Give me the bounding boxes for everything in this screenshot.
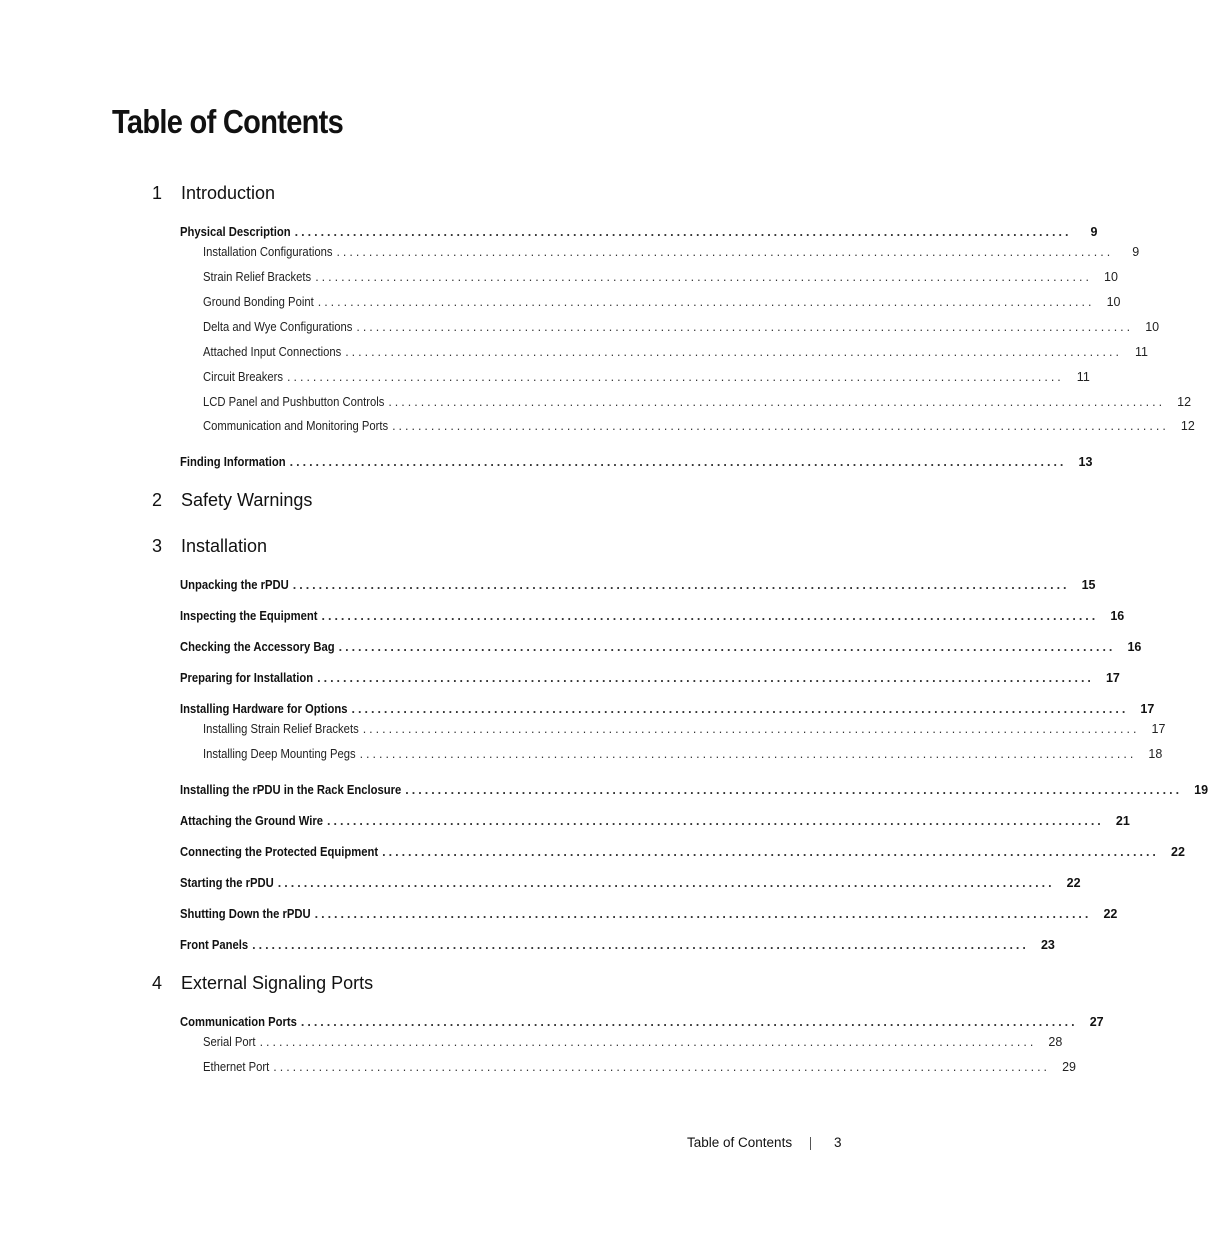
toc-entry[interactable] <box>180 577 1096 593</box>
toc-subentry[interactable] <box>203 1059 1077 1075</box>
toc-entry-label: Communication and Monitoring Ports <box>203 419 389 433</box>
toc-page-number: 15 <box>1081 578 1096 592</box>
toc-entry-label: Attached Input Connections <box>203 345 342 359</box>
toc-page-number: 9 <box>1090 225 1098 239</box>
dot-leader: ........................................................................................................................ <box>317 671 1094 685</box>
toc-subentry[interactable] <box>203 721 1166 737</box>
toc-subentry[interactable] <box>203 418 1195 434</box>
dot-leader: ........................................................................................................................ <box>388 395 1166 409</box>
dot-leader: ........................................................................................................................ <box>317 295 1095 309</box>
toc-page-number: 12 <box>1177 395 1192 409</box>
toc-entry-label: Circuit Breakers <box>203 370 284 384</box>
toc-entry[interactable] <box>180 639 1142 655</box>
toc-page-number: 10 <box>1145 320 1160 334</box>
toc-page-number: 17 <box>1140 702 1155 716</box>
chapter-number: 1 <box>152 183 163 203</box>
toc-page-number: 23 <box>1040 938 1055 952</box>
toc-subentry[interactable] <box>203 394 1192 410</box>
toc-entry[interactable] <box>180 844 1185 860</box>
toc-subentry[interactable] <box>203 369 1090 385</box>
toc-entry-label: Front Panels <box>180 938 249 952</box>
toc-entry[interactable] <box>180 813 1130 829</box>
toc-subentry[interactable] <box>203 344 1148 360</box>
toc-page-number: 17 <box>1105 671 1120 685</box>
toc-page-number: 29 <box>1062 1060 1077 1074</box>
page-footer <box>600 1135 845 1153</box>
toc-entry-label: Finding Information <box>180 455 286 469</box>
toc-subentry[interactable] <box>203 244 1140 260</box>
toc-entry[interactable] <box>180 224 1098 240</box>
toc-page-number: 19 <box>1194 783 1208 797</box>
dot-leader: ........................................................................................................................ <box>327 814 1104 828</box>
toc-entry-label: Checking the Accessory Bag <box>180 640 335 654</box>
toc-entry[interactable] <box>180 782 1208 798</box>
toc-entry-label: Shutting Down the rPDU <box>180 907 311 921</box>
dot-leader: ........................................................................................................................ <box>292 578 1070 592</box>
toc-subentry[interactable] <box>203 746 1163 762</box>
dot-leader: ........................................................................................................................ <box>405 783 1183 797</box>
toc-entry-label: Preparing for Installation <box>180 671 314 685</box>
dot-leader: ........................................................................................................................ <box>259 1035 1037 1049</box>
dot-leader: ........................................................................................................................ <box>351 702 1129 716</box>
toc-page-number: 11 <box>1076 370 1090 384</box>
toc-page-number: 28 <box>1048 1035 1063 1049</box>
toc-entry-label: Installing Strain Relief Brackets <box>203 722 359 736</box>
toc-entry-label: Installing Deep Mounting Pegs <box>203 747 356 761</box>
toc-page-number: 18 <box>1148 747 1163 761</box>
toc-entry-label: Communication Ports <box>180 1015 297 1029</box>
toc-page-number: 11 <box>1134 345 1148 359</box>
dot-leader: ........................................................................................................................ <box>252 938 1029 952</box>
toc-entry[interactable] <box>180 454 1093 470</box>
toc-entry-label: Attaching the Ground Wire <box>180 814 324 828</box>
toc-page-number: 16 <box>1110 609 1125 623</box>
toc-page-number: 16 <box>1127 640 1142 654</box>
dot-leader: ........................................................................................................................ <box>273 1060 1051 1074</box>
toc-page-number: 10 <box>1106 295 1121 309</box>
toc-entry[interactable] <box>180 937 1055 953</box>
chapter-number: 3 <box>152 536 163 556</box>
chapter-title: External Signaling Ports <box>181 973 374 993</box>
chapter-number: 2 <box>152 490 163 510</box>
footer-page-number: 3 <box>834 1135 842 1150</box>
toc-page-number: 22 <box>1066 876 1081 890</box>
chapter-number: 4 <box>152 973 163 993</box>
toc-entry-label: LCD Panel and Pushbutton Controls <box>203 395 385 409</box>
toc-entry-label: Physical Description <box>180 225 291 239</box>
dot-leader: ........................................................................................................................ <box>362 722 1140 736</box>
toc-entry[interactable] <box>180 1014 1104 1030</box>
toc-entry-label: Serial Port <box>203 1035 256 1049</box>
toc-entry-label: Installing the rPDU in the Rack Enclosure <box>180 783 402 797</box>
dot-leader: ........................................................................................................................ <box>287 370 1064 384</box>
toc-entry-label: Installing Hardware for Options <box>180 702 348 716</box>
dot-leader: ........................................................................................................................ <box>315 270 1092 284</box>
chapter-title: Introduction <box>181 183 276 203</box>
toc-page-number: 21 <box>1115 814 1130 828</box>
toc-page-number: 22 <box>1171 845 1185 859</box>
toc-page-number: 9 <box>1132 245 1140 259</box>
toc-entry-label: Starting the rPDU <box>180 876 274 890</box>
toc-entry-label: Ground Bonding Point <box>203 295 314 309</box>
dot-leader: ........................................................................................................................ <box>359 747 1137 761</box>
toc-page-number: 10 <box>1104 270 1118 284</box>
toc-subentry[interactable] <box>203 319 1160 335</box>
dot-leader: ........................................................................................................................ <box>336 245 1114 259</box>
toc-entry[interactable] <box>180 701 1155 717</box>
footer-section-title: Table of Contents <box>687 1135 793 1150</box>
toc-entry[interactable] <box>180 875 1081 891</box>
toc-subentry[interactable] <box>203 1034 1063 1050</box>
toc-entry-label: Delta and Wye Configurations <box>203 320 353 334</box>
footer-divider <box>810 1137 811 1150</box>
toc-entry-label: Connecting the Protected Equipment <box>180 845 379 859</box>
toc-subentry[interactable] <box>203 269 1118 285</box>
dot-leader: ........................................................................................................................ <box>314 907 1092 921</box>
toc-page-number: 12 <box>1180 419 1195 433</box>
dot-leader: ........................................................................................................................ <box>356 320 1134 334</box>
dot-leader: ........................................................................................................................ <box>338 640 1116 654</box>
dot-leader: ........................................................................................................................ <box>300 1015 1078 1029</box>
toc-page-number: 17 <box>1151 722 1166 736</box>
dot-leader: ........................................................................................................................ <box>321 609 1099 623</box>
toc-page-number: 22 <box>1103 907 1118 921</box>
dot-leader: ........................................................................................................................ <box>277 876 1055 890</box>
chapter-title: Safety Warnings <box>181 490 313 510</box>
toc-entry[interactable] <box>180 670 1120 686</box>
toc-page-number: 13 <box>1078 455 1093 469</box>
page-title: Table of Contents <box>112 103 344 140</box>
toc-entry-label: Strain Relief Brackets <box>203 270 312 284</box>
dot-leader: ........................................................................................................................ <box>392 419 1169 433</box>
toc-entry-label: Unpacking the rPDU <box>180 578 289 592</box>
toc-entry[interactable] <box>180 608 1125 624</box>
toc-entry[interactable] <box>180 906 1118 922</box>
dot-leader: ........................................................................................................................ <box>345 345 1122 359</box>
toc-subentry[interactable] <box>203 294 1121 310</box>
chapter-title: Installation <box>181 536 268 556</box>
toc-entry-label: Inspecting the Equipment <box>180 609 318 623</box>
toc-entry-label: Ethernet Port <box>203 1060 270 1074</box>
dot-leader: ........................................................................................................................ <box>289 455 1067 469</box>
dot-leader: ........................................................................................................................ <box>294 225 1072 239</box>
toc-page-number: 27 <box>1089 1015 1104 1029</box>
dot-leader: ........................................................................................................................ <box>382 845 1159 859</box>
toc-entry-label: Installation Configurations <box>203 245 333 259</box>
